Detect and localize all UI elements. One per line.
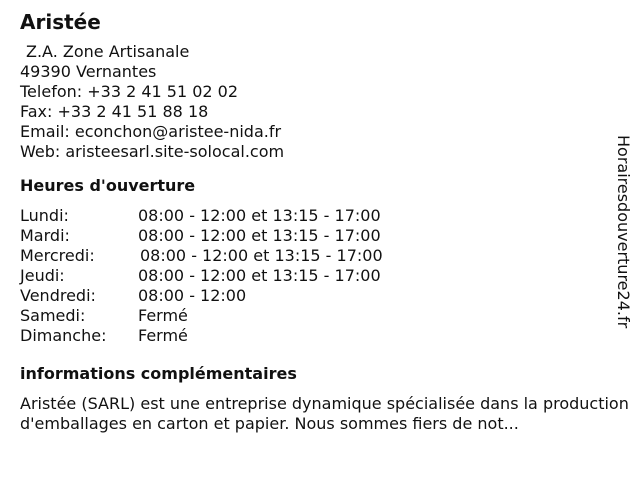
hours-time: Fermé (138, 306, 188, 325)
hours-time: 08:00 - 12:00 et 13:15 - 17:00 (140, 246, 383, 265)
hours-day: Mardi: (20, 226, 70, 245)
hours-time: 08:00 - 12:00 (138, 286, 247, 305)
hours-day: Jeudi: (20, 266, 65, 285)
fax-line: Fax: +33 2 41 51 88 18 (20, 102, 209, 121)
phone-line: Telefon: +33 2 41 51 02 02 (20, 82, 239, 101)
address-line-1: Z.A. Zone Artisanale (26, 42, 190, 61)
hours-time: 08:00 - 12:00 et 13:15 - 17:00 (138, 266, 381, 285)
additional-info-heading: informations complémentaires (20, 364, 297, 383)
business-description: Aristée (SARL) est une entreprise dynamique spécialisée dans la production d'emballages en carton et papier. Nous sommes fiers de not... (20, 394, 629, 433)
hours-row-wednesday (20, 246, 620, 266)
hours-row-tuesday (20, 226, 620, 246)
hours-row-thursday (20, 266, 620, 286)
hours-day: Vendredi: (20, 286, 96, 305)
hours-day: Mercredi: (20, 246, 95, 265)
hours-row-friday (20, 286, 620, 306)
web-line: Web: aristeesarl.site-solocal.com (20, 142, 285, 161)
hours-row-monday (20, 206, 620, 226)
hours-time: 08:00 - 12:00 et 13:15 - 17:00 (138, 206, 381, 225)
email-line: Email: econchon@aristee-nida.fr (20, 122, 282, 141)
hours-time: 08:00 - 12:00 et 13:15 - 17:00 (138, 226, 381, 245)
site-watermark: Horairesdouverture24.fr (614, 135, 633, 329)
hours-time: Fermé (138, 326, 188, 345)
business-name: Aristée (20, 10, 101, 34)
hours-day: Samedi: (20, 306, 86, 325)
hours-day: Dimanche: (20, 326, 107, 345)
hours-day: Lundi: (20, 206, 69, 225)
hours-row-sunday (20, 326, 620, 346)
opening-hours-table (20, 206, 620, 346)
opening-hours-heading: Heures d'ouverture (20, 176, 196, 195)
address-line-2: 49390 Vernantes (20, 62, 157, 81)
hours-row-saturday (20, 306, 620, 326)
